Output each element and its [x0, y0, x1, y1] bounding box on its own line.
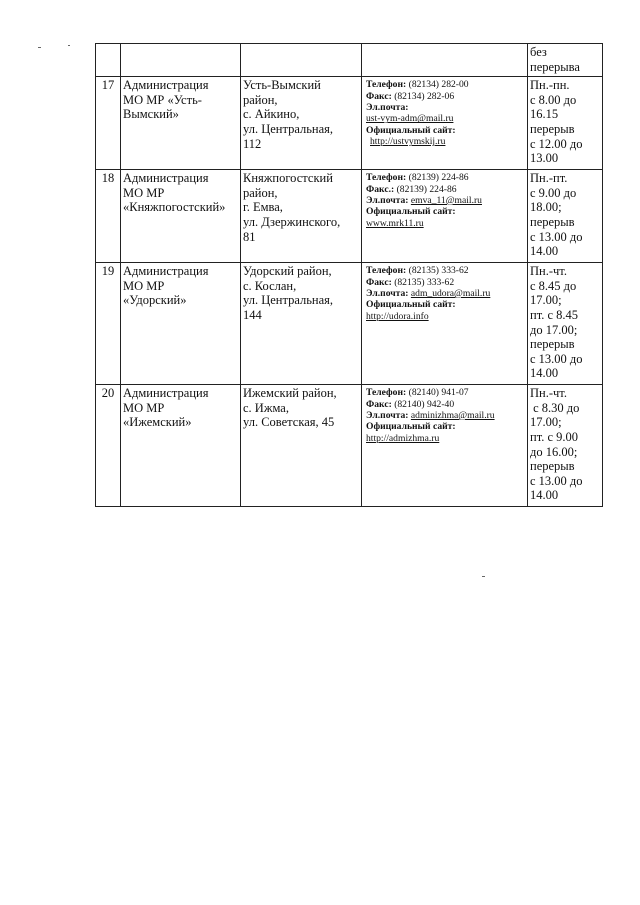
address-cell: [241, 77, 362, 170]
email-link[interactable]: adm_udora@mail.ru: [410, 288, 491, 299]
scan-mark: [38, 47, 41, 48]
phone-line: [366, 172, 525, 183]
hours-line: 14.00: [530, 244, 559, 259]
contact-cell: [362, 385, 528, 507]
email-label: Эл.почта:: [366, 195, 409, 206]
fax-value: (82140) 942-40: [394, 398, 455, 410]
row-number: 20: [96, 385, 121, 507]
site-label: Официальный сайт:: [366, 421, 456, 433]
site-link[interactable]: http://admizhma.ru: [366, 432, 440, 444]
address-line: 112: [243, 136, 262, 151]
site-label: Официальный сайт:: [366, 299, 456, 311]
hours-line: перерыв: [530, 214, 575, 229]
hours-line: с 8.00 до: [530, 92, 577, 107]
address-line: ул. Советская, 45: [243, 415, 335, 430]
name-cell: [121, 170, 241, 263]
hours-cell: [528, 263, 603, 385]
table-row: [96, 263, 603, 385]
phone-value: (82134) 282-00: [408, 79, 469, 91]
name-line: «Удорский»: [123, 293, 187, 308]
address-line: с. Кослан,: [243, 278, 297, 293]
hours-line: Пн.-чт.: [530, 386, 567, 401]
address-line: Ижемский район,: [243, 386, 337, 401]
name-line: «Ижемский»: [123, 415, 192, 430]
fax-value: (82135) 333-62: [394, 276, 455, 288]
fax-label: Факс:: [366, 90, 392, 102]
table-row: [96, 170, 603, 263]
address-line: Усть-Вымский: [243, 78, 321, 93]
hours-cell: [528, 170, 603, 263]
hours-line: с 9.00 до: [530, 185, 577, 200]
hours-cell: [528, 44, 603, 77]
phone-value: (82140) 941-07: [408, 387, 469, 399]
address-line: ул. Центральная,: [243, 121, 334, 136]
hours-line: с 13.00 до: [530, 229, 583, 244]
name-cell: [121, 77, 241, 170]
hours-line: 16.15: [530, 107, 559, 122]
hours-line: 13.00: [530, 151, 559, 166]
email-link[interactable]: ust-vym-adm@mail.ru: [366, 113, 454, 125]
email-link[interactable]: emva_11@mail.ru: [410, 195, 482, 206]
hours-line: Пн.-пн.: [530, 78, 570, 93]
name-line: Вымский»: [123, 107, 179, 122]
email-label: Эл.почта:: [366, 288, 409, 299]
scan-mark: [482, 576, 485, 577]
hours-line: с 8.30 до: [530, 400, 580, 415]
name-cell: [121, 263, 241, 385]
hours-line: с 13.00 до: [530, 351, 583, 366]
hours-line: перерыв: [530, 459, 575, 474]
hours-cell: [528, 385, 603, 507]
contact-cell: [362, 44, 528, 77]
contact-cell: [362, 170, 528, 263]
hours-line: 14.00: [530, 366, 559, 381]
name-line: Администрация: [123, 78, 209, 93]
name-line: «Княжпогостский»: [123, 200, 226, 215]
phone-label: Телефон:: [366, 265, 407, 277]
hours-line: Пн.-пт.: [530, 171, 568, 186]
hours-line: с 12.00 до: [530, 136, 583, 151]
hours-line: 14.00: [530, 488, 559, 503]
name-line: Администрация: [123, 386, 209, 401]
scan-mark: [68, 45, 70, 46]
table-row-continuation: [96, 44, 603, 77]
fax-label: Факс:: [366, 276, 392, 288]
address-line: район,: [243, 92, 278, 107]
site-link[interactable]: www.mrk11.ru: [366, 217, 424, 229]
site-label: Официальный сайт:: [366, 124, 456, 136]
address-line: с. Ижма,: [243, 400, 289, 415]
address-line: 144: [243, 307, 262, 322]
fax-line: [366, 399, 525, 410]
name-line: МО МР: [123, 400, 165, 415]
hours-line: до 17.00;: [530, 322, 578, 337]
phone-label: Телефон:: [366, 79, 407, 91]
site-label: Официальный сайт:: [366, 206, 456, 218]
hours-line: с 8.45 до: [530, 278, 577, 293]
address-line: район,: [243, 185, 278, 200]
name-cell: [121, 385, 241, 507]
name-cell: [121, 44, 241, 77]
hours-line: с 13.00 до: [530, 473, 583, 488]
table-row: [96, 385, 603, 507]
phone-line: [366, 79, 525, 90]
hours-line: перерыв: [530, 121, 575, 136]
hours-line: до 16.00;: [530, 444, 578, 459]
address-cell: [241, 385, 362, 507]
fax-line: [366, 184, 525, 195]
phone-line: [366, 387, 525, 398]
hours-line: пт. с 8.45: [530, 307, 579, 322]
name-line: Администрация: [123, 264, 209, 279]
hours-line: пт. с 9.00: [530, 429, 579, 444]
contact-cell: [362, 263, 528, 385]
site-link[interactable]: http://udora.info: [366, 310, 429, 322]
email-label: Эл.почта:: [366, 102, 409, 113]
hours-line: 17.00;: [530, 293, 562, 308]
fax-value: (82139) 224-86: [396, 183, 457, 195]
phone-value: (82139) 224-86: [408, 172, 469, 184]
hours-cell: [528, 77, 603, 170]
hours-line: 18.00;: [530, 200, 562, 215]
address-line: ул. Центральная,: [243, 293, 334, 308]
contact-cell: [362, 77, 528, 170]
administrations-table: [95, 43, 603, 507]
address-line: Удорский район,: [243, 264, 332, 279]
table-row: [96, 77, 603, 170]
fax-label: Факс.:: [366, 183, 395, 195]
name-line: МО МР: [123, 278, 165, 293]
hours-line: без: [530, 45, 547, 59]
email-label: Эл.почта:: [366, 410, 409, 421]
address-line: Княжпогостский: [243, 171, 333, 186]
address-line: г. Емва,: [243, 200, 283, 215]
email-link[interactable]: adminizhma@mail.ru: [410, 410, 495, 421]
fax-line: [366, 91, 525, 102]
phone-label: Телефон:: [366, 387, 407, 399]
address-line: 81: [243, 229, 256, 244]
hours-line: Пн.-чт.: [530, 264, 567, 279]
name-line: Администрация: [123, 171, 209, 186]
name-line: МО МР: [123, 185, 165, 200]
email-line: [366, 410, 525, 421]
phone-value: (82135) 333-62: [408, 265, 469, 277]
address-line: ул. Дзержинского,: [243, 214, 341, 229]
address-cell: [241, 170, 362, 263]
fax-line: [366, 277, 525, 288]
name-line: МО МР «Усть-: [123, 92, 202, 107]
row-number: 18: [96, 170, 121, 263]
address-line: с. Айкино,: [243, 107, 300, 122]
phone-line: [366, 265, 525, 276]
row-number: 19: [96, 263, 121, 385]
address-cell: [241, 263, 362, 385]
fax-label: Факс:: [366, 398, 392, 410]
fax-value: (82134) 282-06: [394, 90, 455, 102]
site-link[interactable]: http://ustvymskij.ru: [370, 136, 446, 148]
address-cell: [241, 44, 362, 77]
hours-line: перерыв: [530, 337, 575, 352]
email-line: [366, 288, 525, 299]
email-line: [366, 195, 525, 206]
hours-line: перерыва: [530, 59, 580, 74]
phone-label: Телефон:: [366, 172, 407, 184]
num-cell: [96, 44, 121, 77]
hours-line: 17.00;: [530, 415, 562, 430]
row-number: 17: [96, 77, 121, 170]
